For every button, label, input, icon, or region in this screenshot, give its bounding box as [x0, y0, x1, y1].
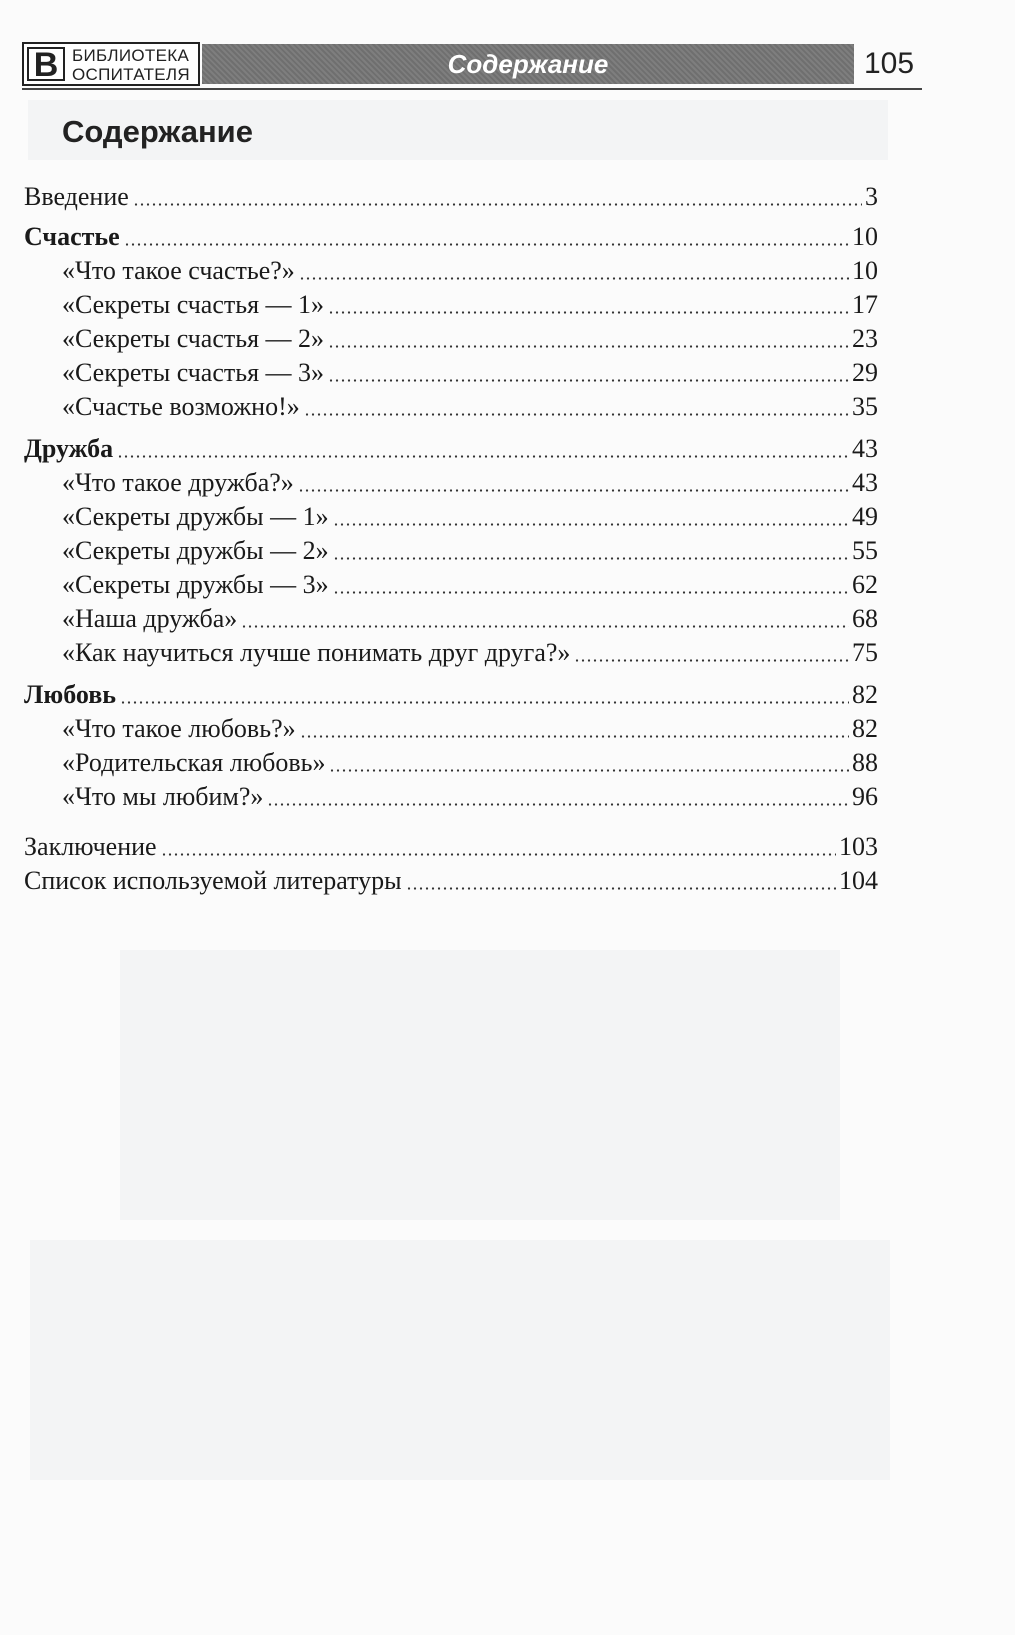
running-header — [22, 42, 922, 88]
toc-entry[interactable] — [24, 534, 878, 568]
dot-leader — [304, 413, 849, 416]
toc-entry-page: 3 — [865, 182, 878, 211]
toc-entry-page: 104 — [839, 866, 878, 895]
dot-leader — [299, 277, 849, 280]
logo-letter: В — [27, 47, 65, 81]
toc-entry-page: 43 — [852, 434, 878, 463]
toc-entry-label: «Секреты счастья — 3» — [62, 358, 325, 387]
toc-entry-page: 96 — [852, 782, 878, 811]
toc-entry-page: 23 — [852, 324, 878, 353]
toc-entry-label: Заключение — [24, 832, 157, 861]
toc-entry-label: «Как научиться лучше понимать друг друга?» — [62, 638, 571, 667]
toc-entry-label: «Родительская любовь» — [62, 748, 326, 777]
dot-leader — [328, 345, 849, 348]
toc-entry-page: 103 — [839, 832, 878, 861]
series-logo — [22, 42, 200, 86]
toc-entry-page: 49 — [852, 502, 878, 531]
toc-entry-label: Список используемой литературы — [24, 866, 402, 895]
toc-section-friendship[interactable] — [24, 432, 878, 466]
toc-entry[interactable] — [24, 356, 878, 390]
toc-entry-label: «Что такое дружба?» — [62, 468, 294, 497]
toc-entry-page: 62 — [852, 570, 878, 599]
dot-leader — [574, 659, 849, 662]
dot-leader — [298, 489, 849, 492]
toc-entry-label: «Наша дружба» — [62, 604, 238, 633]
toc-entry-bibliography[interactable] — [24, 864, 878, 898]
toc-entry-page: 88 — [852, 748, 878, 777]
toc-entry-page: 35 — [852, 392, 878, 421]
dot-leader — [120, 701, 849, 704]
header-rule — [22, 88, 922, 90]
dot-leader — [406, 887, 836, 890]
toc-section-happiness[interactable] — [24, 220, 878, 254]
toc-entry-page: 75 — [852, 638, 878, 667]
toc-entry-label: Дружба — [24, 434, 114, 463]
logo-line-2: ОСПИТАТЕЛЯ — [72, 65, 190, 84]
toc-entry[interactable] — [24, 568, 878, 602]
toc-entry[interactable] — [24, 712, 878, 746]
dot-leader — [300, 735, 849, 738]
toc-entry-label: «Секреты счастья — 2» — [62, 324, 325, 353]
toc-entry-conclusion[interactable] — [24, 830, 878, 864]
toc-entry-label: «Секреты дружбы — 1» — [62, 502, 329, 531]
dot-leader — [124, 243, 849, 246]
toc-entry[interactable] — [24, 636, 878, 670]
dot-leader — [161, 853, 836, 856]
toc-heading: Содержание — [62, 114, 253, 149]
dot-leader — [328, 379, 849, 382]
show-through-middle — [120, 950, 840, 1220]
toc-entry-introduction[interactable] — [24, 180, 878, 214]
dot-leader — [333, 523, 849, 526]
toc-entry-label: «Секреты дружбы — 3» — [62, 570, 329, 599]
toc-entry-label: «Секреты дружбы — 2» — [62, 536, 329, 565]
toc-entry-label: «Секреты счастья — 1» — [62, 290, 325, 319]
toc-entry[interactable] — [24, 780, 878, 814]
logo-text — [72, 46, 190, 84]
toc-entry-label: Счастье — [24, 222, 120, 251]
toc-entry-page: 82 — [852, 714, 878, 743]
toc-entry-label: «Что такое любовь?» — [62, 714, 296, 743]
toc-entry[interactable] — [24, 322, 878, 356]
toc-entry-page: 82 — [852, 680, 878, 709]
toc-entry[interactable] — [24, 746, 878, 780]
toc-entry-page: 29 — [852, 358, 878, 387]
toc-entry-page: 43 — [852, 468, 878, 497]
dot-leader — [333, 557, 849, 560]
toc-entry[interactable] — [24, 254, 878, 288]
toc-entry-page: 10 — [852, 256, 878, 285]
toc-entry[interactable] — [24, 466, 878, 500]
header-band — [202, 44, 854, 84]
dot-leader — [328, 311, 849, 314]
toc-entry-label: «Что такое счастье?» — [62, 256, 295, 285]
toc-entry-label: «Счастье возможно!» — [62, 392, 300, 421]
toc-section-love[interactable] — [24, 678, 878, 712]
toc-entry[interactable] — [24, 390, 878, 424]
section-title: Содержание — [447, 49, 609, 79]
page-number: 105 — [864, 47, 915, 80]
toc-entry-page: 10 — [852, 222, 878, 251]
dot-leader — [267, 803, 849, 806]
toc-entry-page: 68 — [852, 604, 878, 633]
toc-entry[interactable] — [24, 288, 878, 322]
dot-leader — [241, 625, 849, 628]
logo-line-1: БИБЛИОТЕКА — [72, 46, 190, 65]
show-through-bottom — [30, 1240, 890, 1480]
dot-leader — [117, 455, 849, 458]
toc-entry-page: 55 — [852, 536, 878, 565]
toc-entry-label: «Что мы любим?» — [62, 782, 264, 811]
dot-leader — [133, 203, 862, 206]
table-of-contents — [24, 180, 878, 898]
dot-leader — [329, 769, 849, 772]
dot-leader — [333, 591, 849, 594]
toc-entry-label: Любовь — [24, 680, 117, 709]
toc-entry-page: 17 — [852, 290, 878, 319]
toc-entry[interactable] — [24, 500, 878, 534]
toc-entry[interactable] — [24, 602, 878, 636]
toc-entry-label: Введение — [24, 182, 129, 211]
